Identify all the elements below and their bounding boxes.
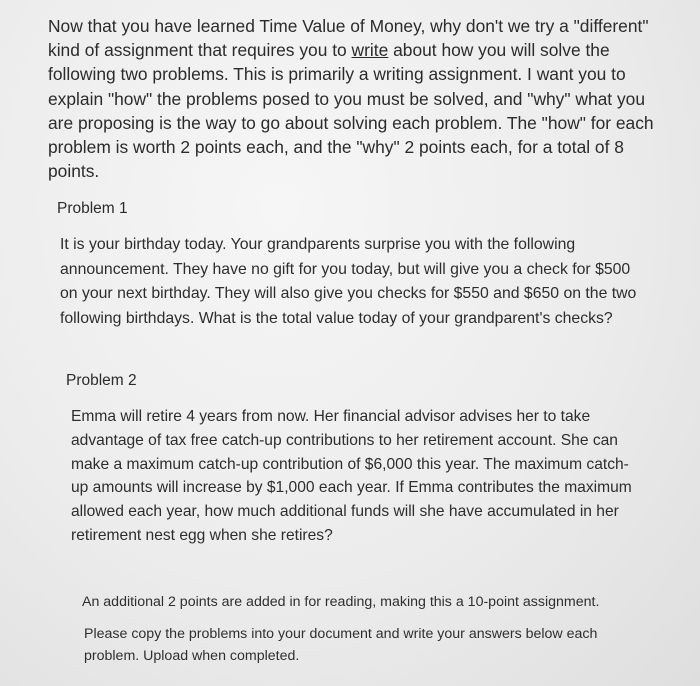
intro-paragraph xyxy=(48,14,668,183)
upload-instructions: Please copy the problems into your document and write your answers below each problem. Upload when completed. xyxy=(84,626,598,664)
points-note: An additional 2 points are added in for reading, making this a 10-point assignment. xyxy=(82,594,600,610)
intro-text-end: about how you will solve the following two problems. This is primarily a writing assignment. I want you to explain "how" the problems posed to you must be solved, and "why" what you are proposing is the way to go about solving each problem. The "how" for each problem is worth 2 points each, and the "why" 2 points each, for a total of 8 points. xyxy=(48,40,654,182)
problem1-text: It is your birthday today. Your grandparents surprise you with the following announcement. They have no gift for you today, but will give you a check for $500 on your next birthday. They will also give you checks for $550 and $650 on the two following birthdays. What is the total value today of your grandparent's checks? xyxy=(60,236,637,327)
intro-write-word: write xyxy=(351,40,389,61)
intro-text-start: Now that you have learned Time Value of Money, why don't we try a "different" kind of assignment that requires you to xyxy=(48,16,649,61)
problem1-heading: Problem 1 xyxy=(57,200,128,217)
problem2-text: Emma will retire 4 years from now. Her financial advisor advises her to take advantage of tax free catch-up contributions to her retirement account. She can make a maximum catch-up contribution of $6,000 this year. The maximum catch-up amounts will increase by $1,000 each year. If Emma contributes the maximum allowed each year, how much additional funds will she have accumulated in her retirement nest egg when she retires? xyxy=(71,408,632,544)
problem2-heading: Problem 2 xyxy=(66,372,137,389)
